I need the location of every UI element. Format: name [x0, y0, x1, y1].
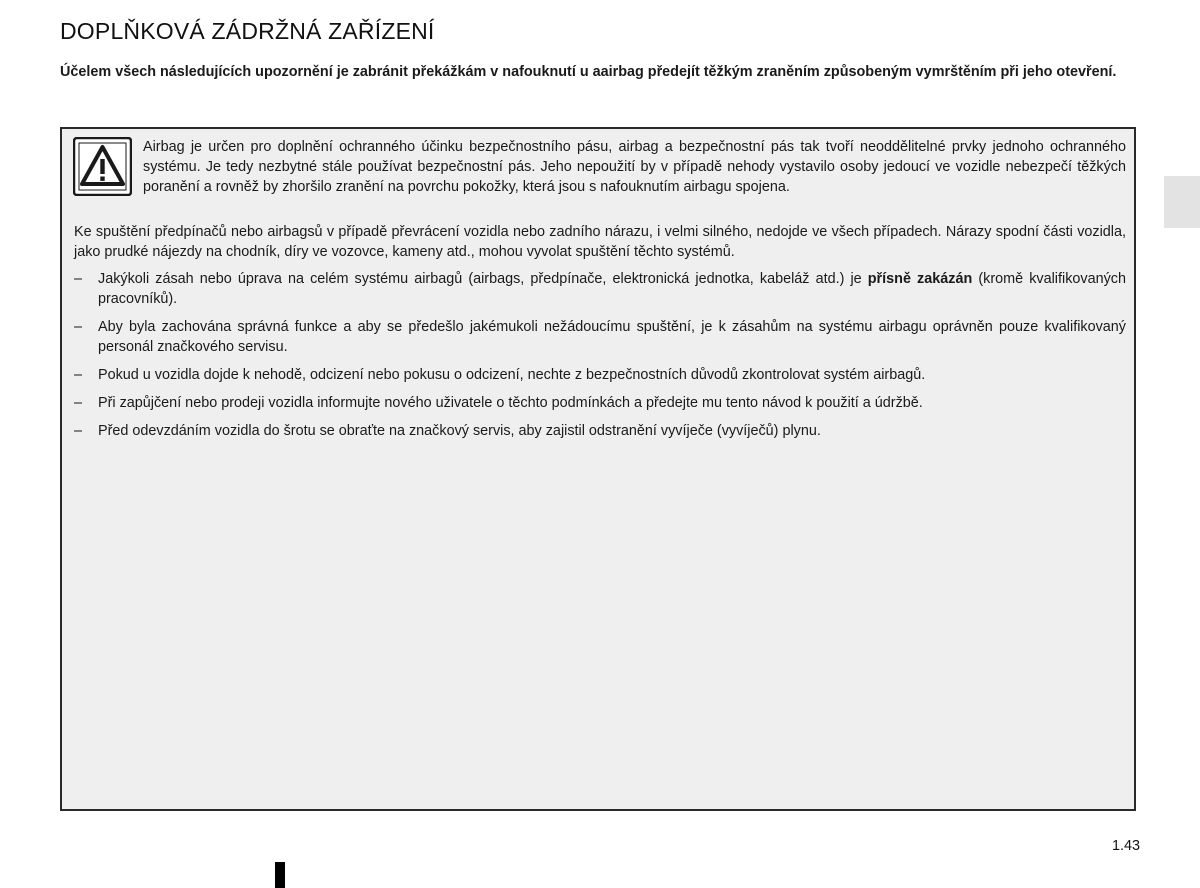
warning-paragraph-airbag-purpose: Airbag je určen pro doplnění ochranného účinku bezpečnostního pásu, airbag a bezpečnostní pás tak tvoří neoddělitelné prvky jednoho ochranného systému. Je tedy nezbytné stále používat bezpečnostní pás. Jeho nepoužití by v případě nehody vystavilo osoby jedoucí ve vozidle nebezpečí těžkých poranění a rovněž by zhoršilo zranění na povrchu pokožky, která jsou s nafouknutím airbagu spojena.	[143, 139, 1126, 195]
warning-triangle-icon	[73, 137, 132, 196]
warning-box	[60, 127, 1136, 811]
crop-mark	[275, 862, 285, 888]
bullet-text: Pokud u vozidla dojde k nehodě, odcizení nebo pokusu o odcizení, nechte z bezpečnostních důvodů zkontrolovat systém airbagů.	[98, 367, 926, 383]
chapter-side-tab	[1164, 176, 1200, 228]
bullet-dash: –	[74, 395, 83, 411]
list-item	[74, 317, 1126, 357]
bullet-dash: –	[74, 271, 83, 287]
page-title: DOPLŇKOVÁ ZÁDRŽNÁ ZAŘÍZENÍ	[60, 18, 435, 44]
bullet-text: Aby byla zachována správná funkce a aby se předešlo jakémukoli nežádoucímu spuštění, je k zásahům na systému airbagu oprávněn pouze kvalifikovaný personál značkového servisu.	[98, 319, 1126, 355]
bullet-text-before: Jakýkoli zásah nebo úprava na celém systému airbagů (airbags, předpínače, elektronická jednotka, kabeláž atd.) je	[98, 271, 868, 287]
page-number: 1.43	[1111, 838, 1140, 854]
bullet-text: Před odevzdáním vozidla do šrotu se obraťte na značkový servis, aby zajistil odstranění vyvíječe (vyvíječů) plynu.	[98, 423, 821, 439]
list-item	[74, 421, 1126, 441]
bullet-dash: –	[74, 423, 83, 439]
bullet-text-after: (kromě kvalifikovaných pracovníků).	[98, 271, 1126, 307]
intro-paragraph: Účelem všech následujících upozornění je zabránit překážkám v nafouknutí u aairbag předejít těžkým zraněním způsobeným vymrštěním při jeho otevření.	[60, 64, 1117, 80]
warning-bullet-list	[74, 269, 1126, 449]
list-item	[74, 393, 1126, 413]
bullet-text: Při zapůjčení nebo prodeji vozidla informujte nového uživatele o těchto podmínkách a předejte mu tento návod k použití a údržbě.	[98, 395, 923, 411]
list-item	[74, 365, 1126, 385]
warning-paragraph-deployment: Ke spuštění předpínačů nebo airbagsů v případě převrácení vozidla nebo zadního nárazu, i velmi silného, nedojde ve všech případech. Nárazy spodní části vozidla, jako prudké nájezdy na chodník, díry ve vozovce, kameny atd., mohou vyvolat spuštění těchto systémů.	[74, 224, 1126, 260]
bullet-dash: –	[74, 319, 83, 335]
list-item	[74, 269, 1126, 309]
bullet-text-bold: přísně zakázán	[867, 271, 973, 287]
bullet-dash: –	[74, 367, 83, 383]
